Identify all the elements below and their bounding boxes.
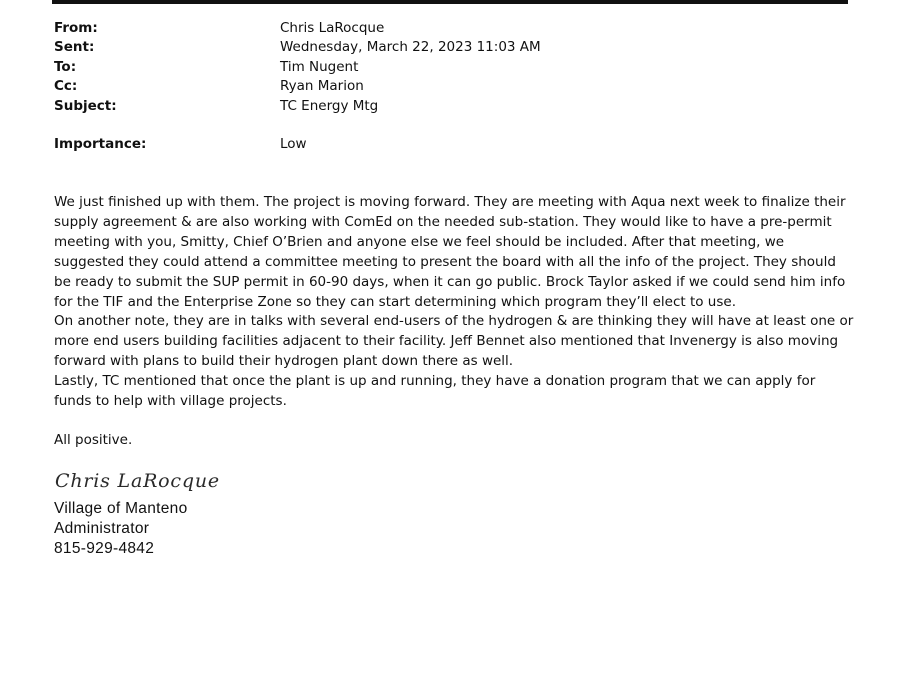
to-label: To:: [54, 58, 77, 75]
signature-org: Village of Manteno: [54, 500, 188, 517]
sent-row: [54, 38, 834, 57]
signature-block: [54, 499, 188, 558]
subject-value: TC Energy Mtg: [280, 97, 379, 114]
to-row: [54, 58, 834, 77]
importance-value: Low: [280, 136, 307, 153]
signature-title: Administrator: [54, 519, 150, 537]
email-header: [54, 19, 834, 155]
from-label: From:: [54, 20, 98, 36]
body-paragraph: Lastly, TC mentioned that once the plant is up and running, they have a donation program that we can apply for funds to help with village projects.: [54, 373, 816, 410]
top-rule: [52, 0, 848, 4]
cc-value: Ryan Marion: [280, 78, 364, 95]
sent-value: Wednesday, March 22, 2023 11:03 AM: [280, 39, 541, 56]
subject-row: [54, 97, 834, 116]
sent-label: Sent:: [54, 39, 95, 56]
email-body: [54, 193, 854, 412]
subject-label: Subject:: [54, 97, 117, 114]
importance-row: [54, 135, 834, 154]
signature-phone: 815-929-4842: [54, 539, 155, 557]
importance-label: Importance:: [54, 136, 147, 153]
body-paragraph: We just finished up with them. The project is moving forward. They are meeting with Aqua next week to finalize their supply agreement & are also working with ComEd on the needed sub-station. They would like to have a pre-permit meeting with you, Smitty, Chief O’Brien and anyone else we feel should be included. After that meeting, we suggested they could attend a committee meeting to present the board with all the info of the project. They should be ready to submit the SUP permit in 60-90 days, when it can go public. Brock Taylor asked if we could send him info for the TIF and the Enterprise Zone so they can start determining which program they’ll elect to use.: [54, 194, 846, 310]
handwritten-signature: Chris LaRocque: [55, 470, 220, 492]
to-value: Tim Nugent: [280, 58, 359, 75]
cc-label: Cc:: [54, 78, 78, 95]
from-row: [54, 19, 834, 38]
closing-line: All positive.: [54, 432, 133, 448]
body-paragraph: On another note, they are in talks with several end-users of the hydrogen & are thinking they will have at least one or more end users building facilities adjacent to their facility. Jeff Bennet also mentioned that Invenergy is also moving forward with plans to build their hydrogen plant down there as well.: [54, 313, 854, 370]
from-value: Chris LaRocque: [280, 20, 385, 36]
cc-row: [54, 77, 834, 96]
